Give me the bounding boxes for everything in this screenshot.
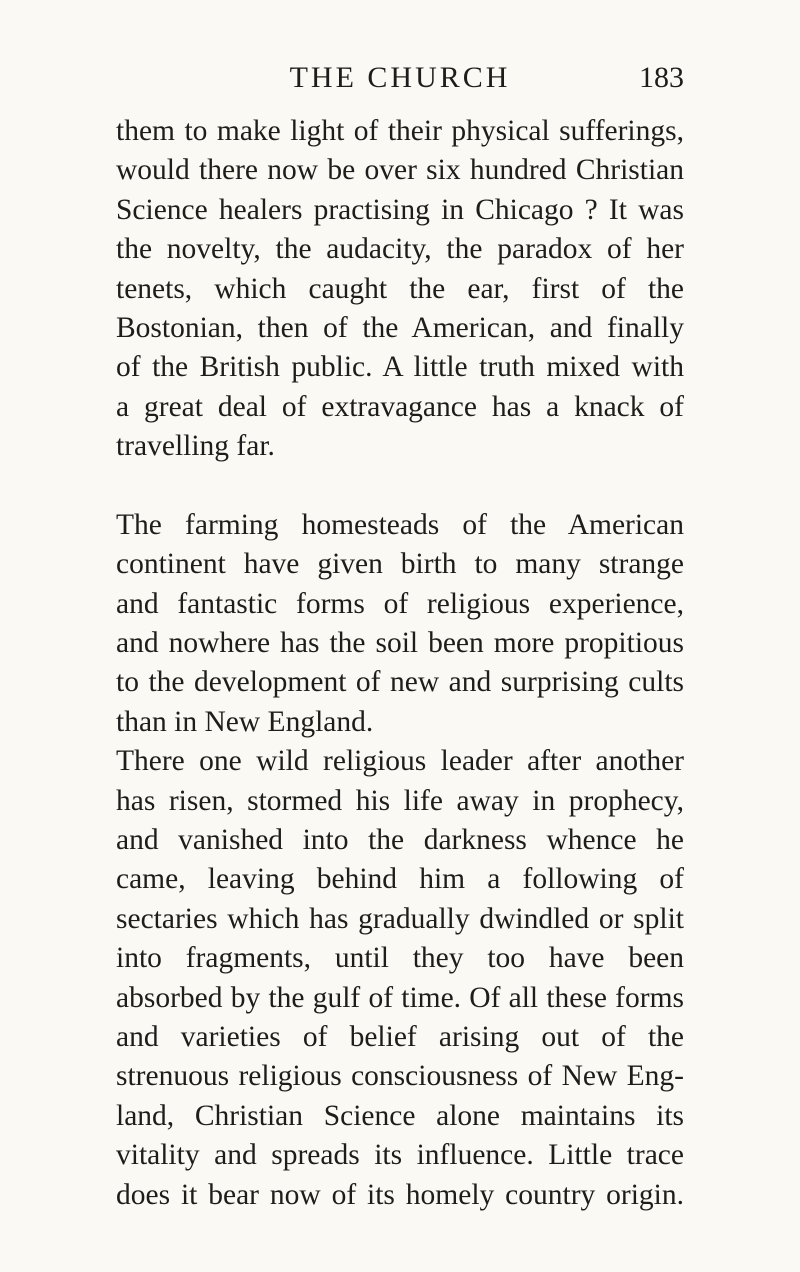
text-line: and nowhere has the soil been more propitious bbox=[116, 627, 684, 660]
text-line: travelling far. bbox=[116, 430, 275, 463]
text-line: There one wild religious leader after another bbox=[116, 745, 684, 778]
text-line: The farming homesteads of the American bbox=[116, 508, 684, 541]
body-text bbox=[116, 112, 684, 1215]
text-line: has risen, stormed his life away in prophecy, bbox=[116, 784, 684, 817]
paragraph-3 bbox=[116, 742, 684, 1215]
paragraph-spacer bbox=[116, 467, 684, 506]
text-line: does it bear now of its homely country origin. bbox=[116, 1178, 684, 1211]
text-line: Science healers practising in Chicago ? It was bbox=[116, 193, 684, 226]
text-line: and varieties of belief arising out of the bbox=[116, 1020, 684, 1053]
text-line: Bostonian, then of the American, and finally bbox=[116, 311, 684, 344]
text-line: the novelty, the audacity, the paradox of her bbox=[116, 233, 684, 266]
text-line: than in New England. bbox=[116, 705, 374, 738]
text-line: and fantastic forms of religious experience, bbox=[116, 587, 684, 620]
text-line: vitality and spreads its influence. Little trace bbox=[116, 1139, 684, 1172]
text-line: absorbed by the gulf of time. Of all these forms bbox=[116, 981, 684, 1014]
text-line: sectaries which has gradually dwindled or split bbox=[116, 902, 684, 935]
paragraph-2 bbox=[116, 506, 684, 742]
running-title: THE CHURCH bbox=[289, 61, 511, 94]
text-line: them to make light of their physical sufferings, bbox=[116, 115, 684, 147]
text-line: tenets, which caught the ear, first of the bbox=[116, 272, 684, 305]
text-line: of the British public. A little truth mixed with bbox=[116, 351, 684, 384]
text-line: a great deal of extravagance has a knack of bbox=[116, 390, 684, 423]
text-line: and vanished into the darkness whence he bbox=[116, 824, 684, 857]
text-line: strenuous religious consciousness of New Eng- bbox=[116, 1060, 684, 1093]
text-line: land, Christian Science alone maintains its bbox=[116, 1099, 684, 1132]
text-line: to the development of new and surprising cults bbox=[116, 666, 684, 699]
text-line: continent have given birth to many strange bbox=[116, 548, 684, 581]
page-number: 183 bbox=[639, 61, 684, 94]
text-line: would there now be over six hundred Christian bbox=[116, 154, 684, 187]
paragraph-1 bbox=[116, 112, 684, 467]
text-line: came, leaving behind him a following of bbox=[116, 863, 684, 896]
running-head bbox=[116, 58, 684, 98]
text-line: into fragments, until they too have been bbox=[116, 942, 684, 975]
